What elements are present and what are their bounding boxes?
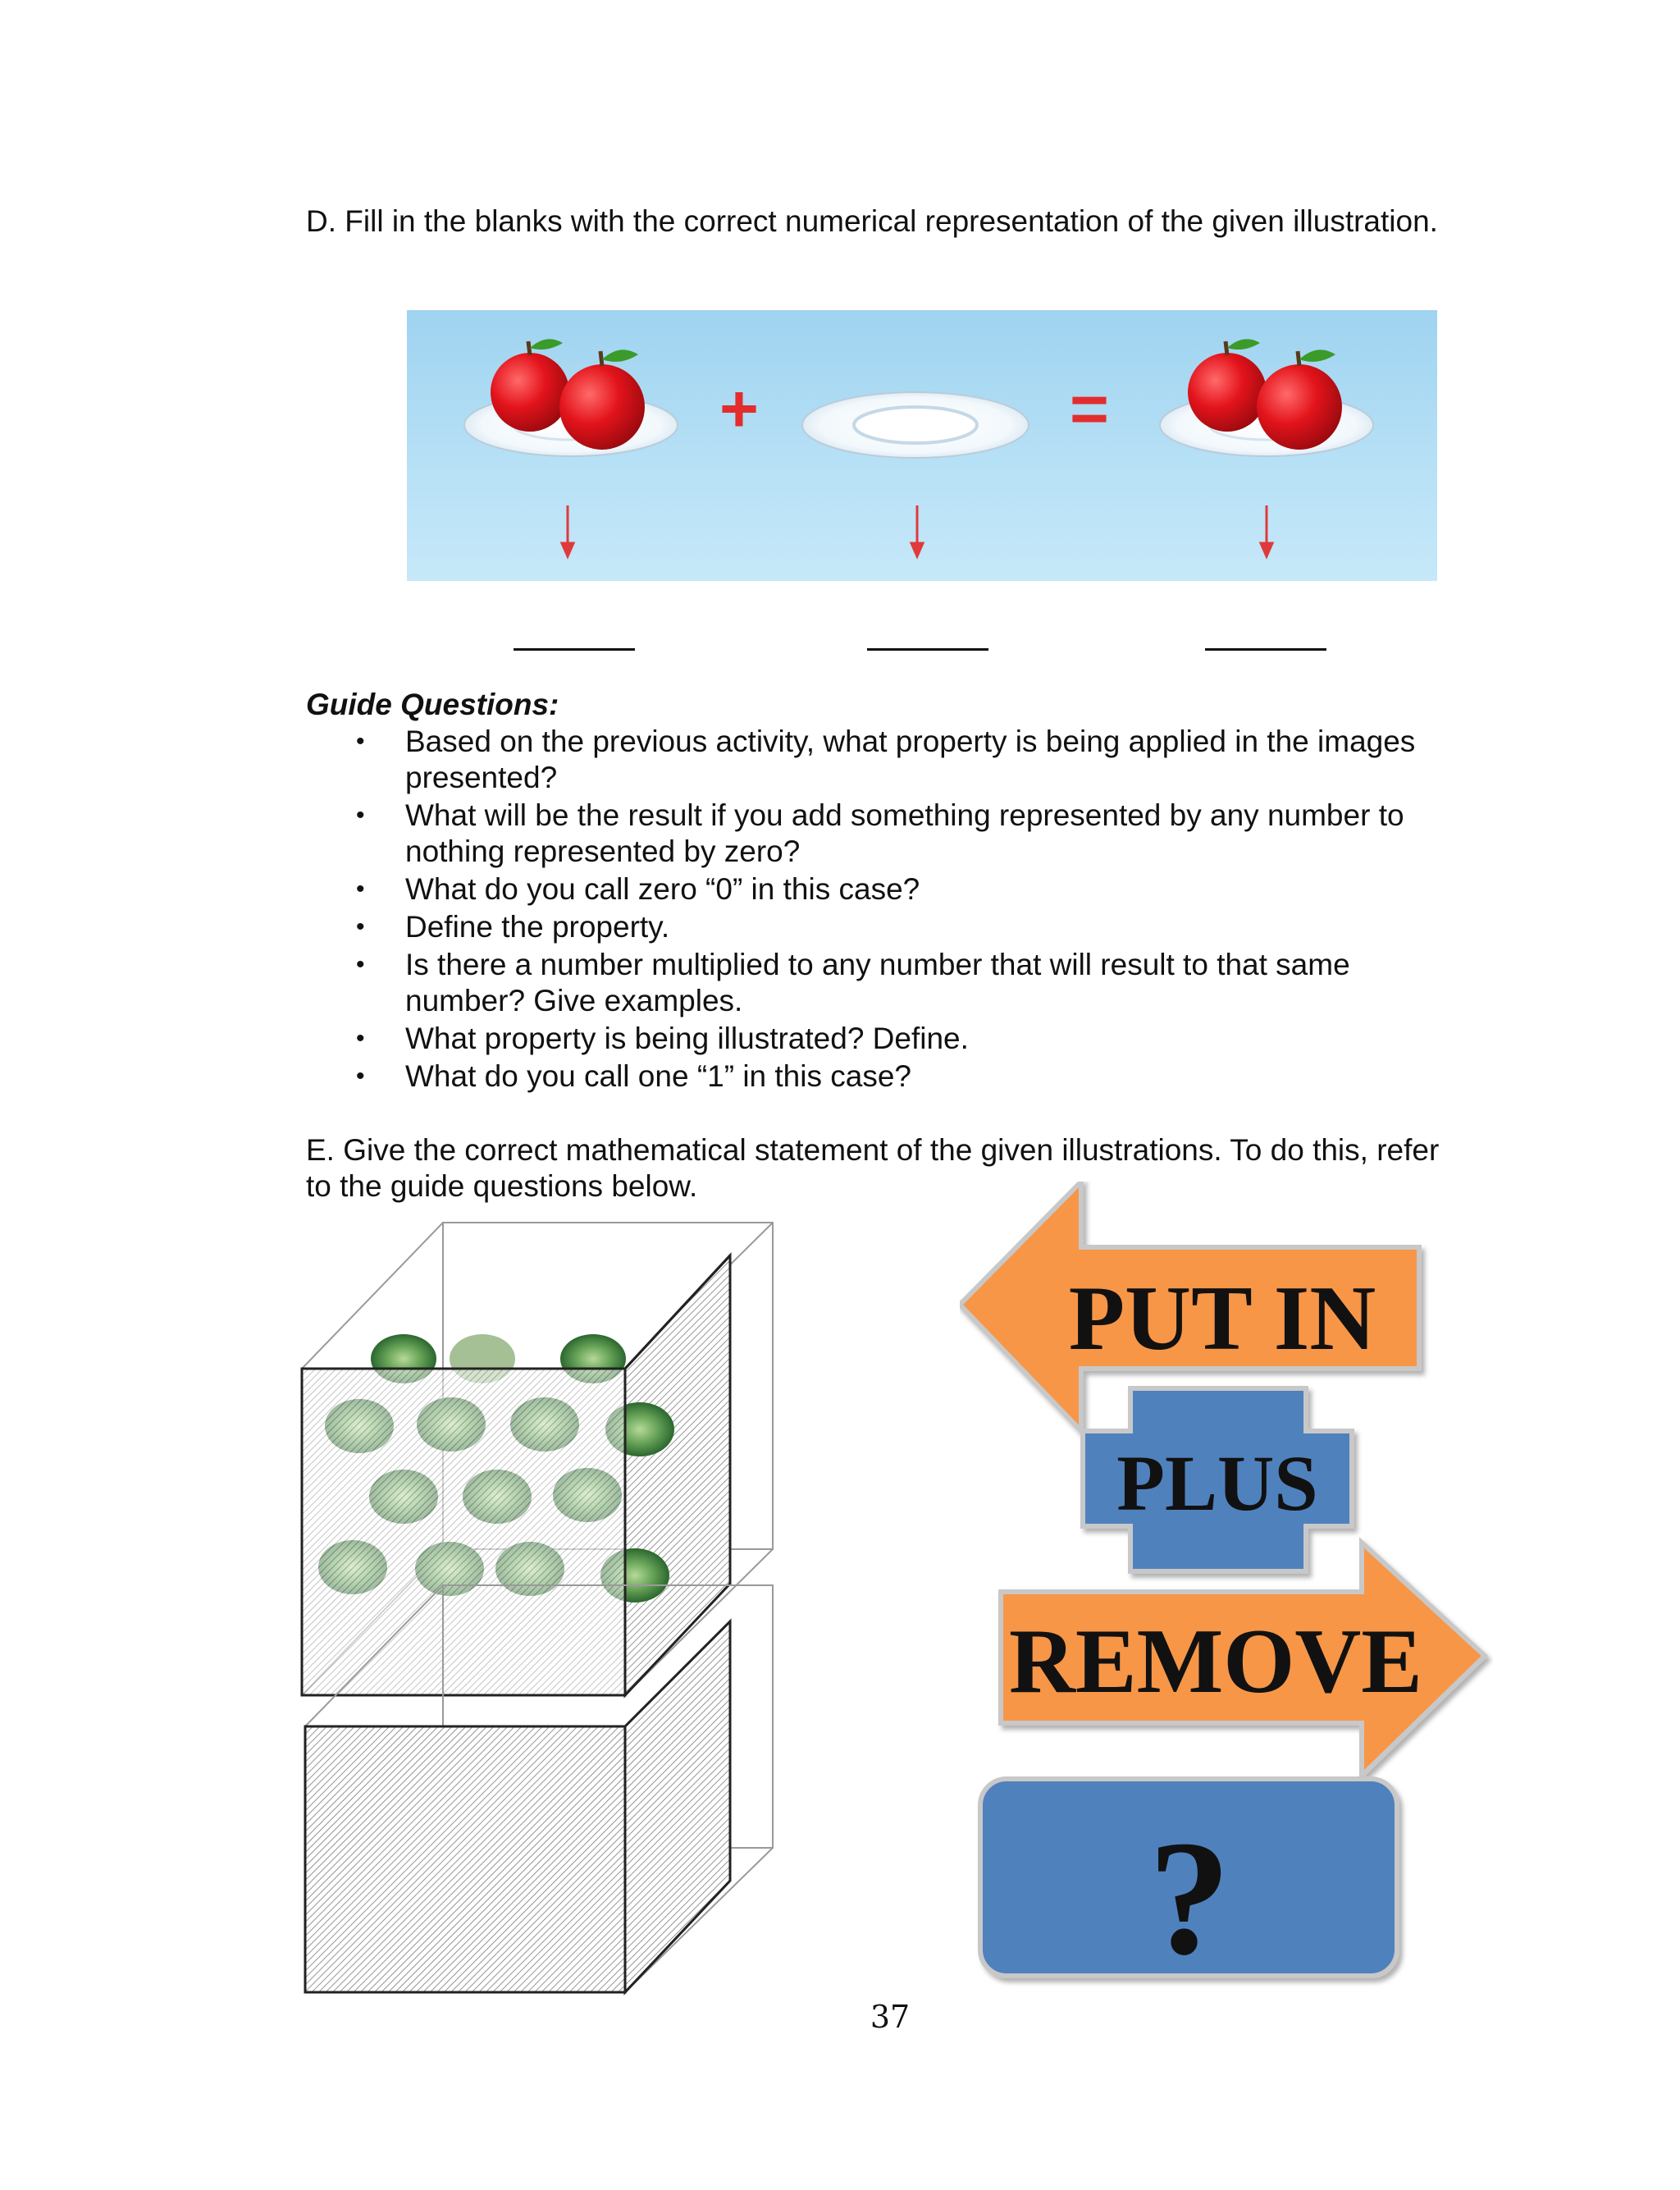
answer-blank-1[interactable] (514, 648, 635, 651)
equals-sign: = (1070, 372, 1109, 446)
remove-label: REMOVE (1009, 1611, 1422, 1712)
box-with-cabbages (302, 1223, 773, 1695)
section-d-instruction: D. Fill in the blanks with the correct numerical representation of the given illustration. (306, 204, 1438, 238)
apple-icon (559, 364, 645, 450)
plus-label: PLUS (1116, 1439, 1318, 1527)
guide-question: • What property is being illustrated? Define. (356, 1022, 969, 1055)
apples-plate-illustration (407, 310, 1437, 581)
guide-question: • What do you call zero “0” in this case? (356, 872, 920, 906)
bullet-icon: • (356, 1025, 365, 1052)
page-number: 37 (870, 1999, 911, 2035)
bullet-icon: • (356, 1063, 365, 1090)
apple-icon (1188, 353, 1267, 432)
guide-questions-title: Guide Questions: (306, 688, 559, 721)
plus-sign: + (719, 372, 759, 446)
bullet-icon: • (356, 876, 365, 903)
down-arrow-icon (1261, 505, 1272, 556)
remove-arrow (1001, 1543, 1485, 1776)
question-box (980, 1779, 1397, 1989)
guide-question: • What do you call one “1” in this case? (356, 1059, 911, 1093)
plus-cross (1083, 1388, 1352, 1571)
empty-plate (802, 392, 1029, 458)
apple-icon (491, 353, 569, 432)
guide-questions-list (306, 724, 1454, 1096)
operations-diagram (960, 1182, 1493, 1998)
plate-with-apples-left (464, 339, 678, 456)
stacked-boxes-illustration (295, 1214, 788, 2006)
answer-blank-3[interactable] (1205, 648, 1326, 651)
section-e-instruction: E. Give the correct mathematical statement of the given illustrations. To do this, refer to the guide questions below. (306, 1133, 1440, 1203)
plate-with-apples-right (1160, 339, 1373, 456)
down-arrow-icon (911, 505, 923, 556)
down-arrow-icon (562, 505, 573, 556)
bullet-icon: • (356, 728, 365, 755)
apple-icon (1257, 364, 1342, 450)
guide-question: • Based on the previous activity, what property is being applied in the images presented? (356, 725, 1416, 794)
guide-question: • What will be the result if you add something represented by any number to nothing represented by zero? (356, 798, 1404, 868)
answer-blank-2[interactable] (867, 648, 988, 651)
bullet-icon: • (356, 951, 365, 978)
bullet-icon: • (356, 802, 365, 829)
put-in-label: PUT IN (1068, 1268, 1376, 1369)
guide-question: • Is there a number multiplied to any number that will result to that same number? Give examples. (356, 948, 1350, 1017)
guide-question: • Define the property. (356, 910, 670, 944)
bullet-icon: • (356, 913, 365, 940)
question-mark: ? (1148, 1808, 1230, 1989)
